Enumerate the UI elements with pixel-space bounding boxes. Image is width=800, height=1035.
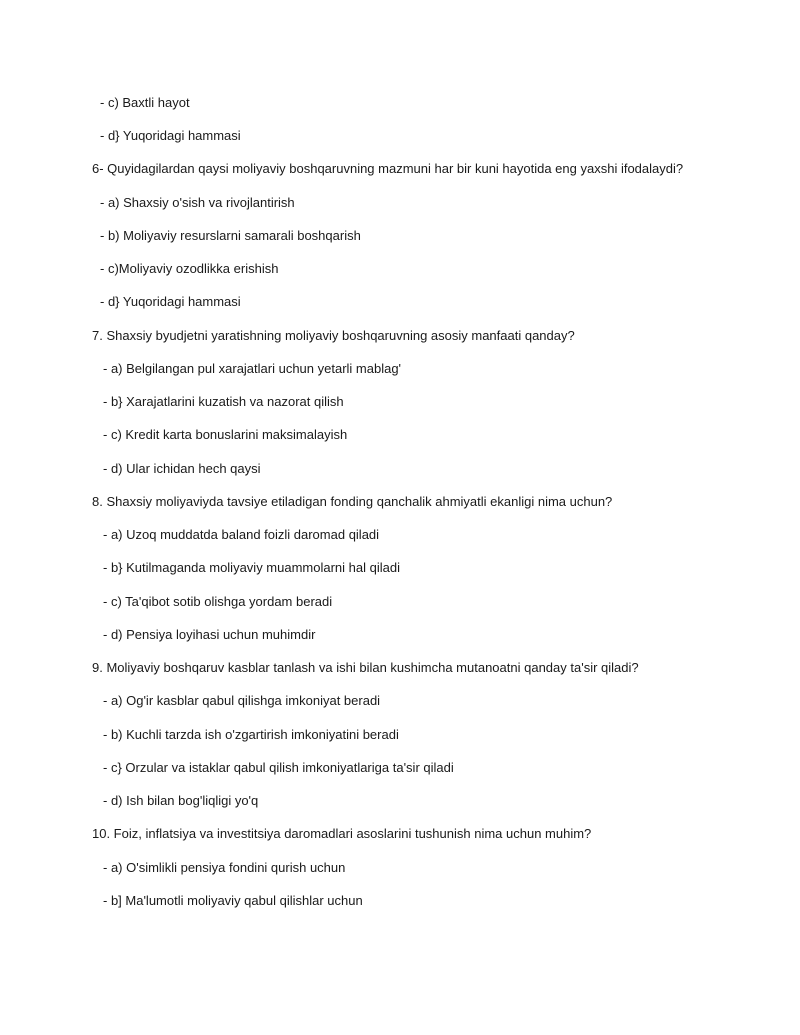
answer-option: - b) Kuchli tarzda ish o'zgartirish imkoniyatini beradi	[103, 727, 399, 742]
answer-option: - a) Uzoq muddatda baland foizli daromad qiladi	[103, 527, 380, 542]
answer-option: - c} Orzular va istaklar qabul qilish imkoniyatlariga ta'sir qiladi	[103, 760, 454, 775]
question-7: 7. Shaxsiy byudjetni yaratishning moliyaviy boshqaruvning asosiy manfaati qanday?	[92, 328, 575, 343]
answer-option: - d) Ular ichidan hech qaysi	[103, 461, 261, 476]
answer-option: - d} Yuqoridagi hammasi	[100, 128, 241, 143]
answer-option: - a) O'simlikli pensiya fondini qurish uchun	[103, 860, 346, 875]
answer-option: - d) Ish bilan bog'liqligi yo'q	[103, 793, 259, 808]
answer-option: - c) Kredit karta bonuslarini maksimalayish	[103, 427, 348, 442]
answer-option: - b} Xarajatlarini kuzatish va nazorat qilish	[103, 394, 344, 409]
answer-option: - b] Ma'lumotli moliyaviy qabul qilishlar uchun	[103, 893, 363, 908]
question-8: 8. Shaxsiy moliyaviyda tavsiye etiladigan fonding qanchalik ahmiyatli ekanligi nima uchun?	[92, 494, 613, 509]
answer-option: - b) Moliyaviy resurslarni samarali boshqarish	[100, 228, 361, 243]
answer-option: - a) Belgilangan pul xarajatlari uchun yetarli mablag'	[103, 361, 402, 376]
answer-option: - d} Yuqoridagi hammasi	[100, 294, 241, 309]
answer-option: - b} Kutilmaganda moliyaviy muammolarni hal qiladi	[103, 560, 400, 575]
answer-option: - d) Pensiya loyihasi uchun muhimdir	[103, 627, 316, 642]
answer-option: - c) Baxtli hayot	[100, 95, 190, 110]
answer-option: - a) Shaxsiy o'sish va rivojlantirish	[100, 195, 295, 210]
question-9: 9. Moliyaviy boshqaruv kasblar tanlash va ishi bilan kushimcha mutanoatni qanday ta'sir qiladi?	[92, 660, 639, 675]
answer-option: - c) Ta'qibot sotib olishga yordam beradi	[103, 594, 333, 609]
answer-option: - c)Moliyaviy ozodlikka erishish	[100, 261, 279, 276]
question-6: 6- Quyidagilardan qaysi moliyaviy boshqaruvning mazmuni har bir kuni hayotida eng yaxshi ifodalaydi?	[92, 161, 684, 176]
answer-option: - a) Og'ir kasblar qabul qilishga imkoniyat beradi	[103, 693, 381, 708]
question-10: 10. Foiz, inflatsiya va investitsiya daromadlari asoslarini tushunish nima uchun muhim?	[92, 826, 592, 841]
